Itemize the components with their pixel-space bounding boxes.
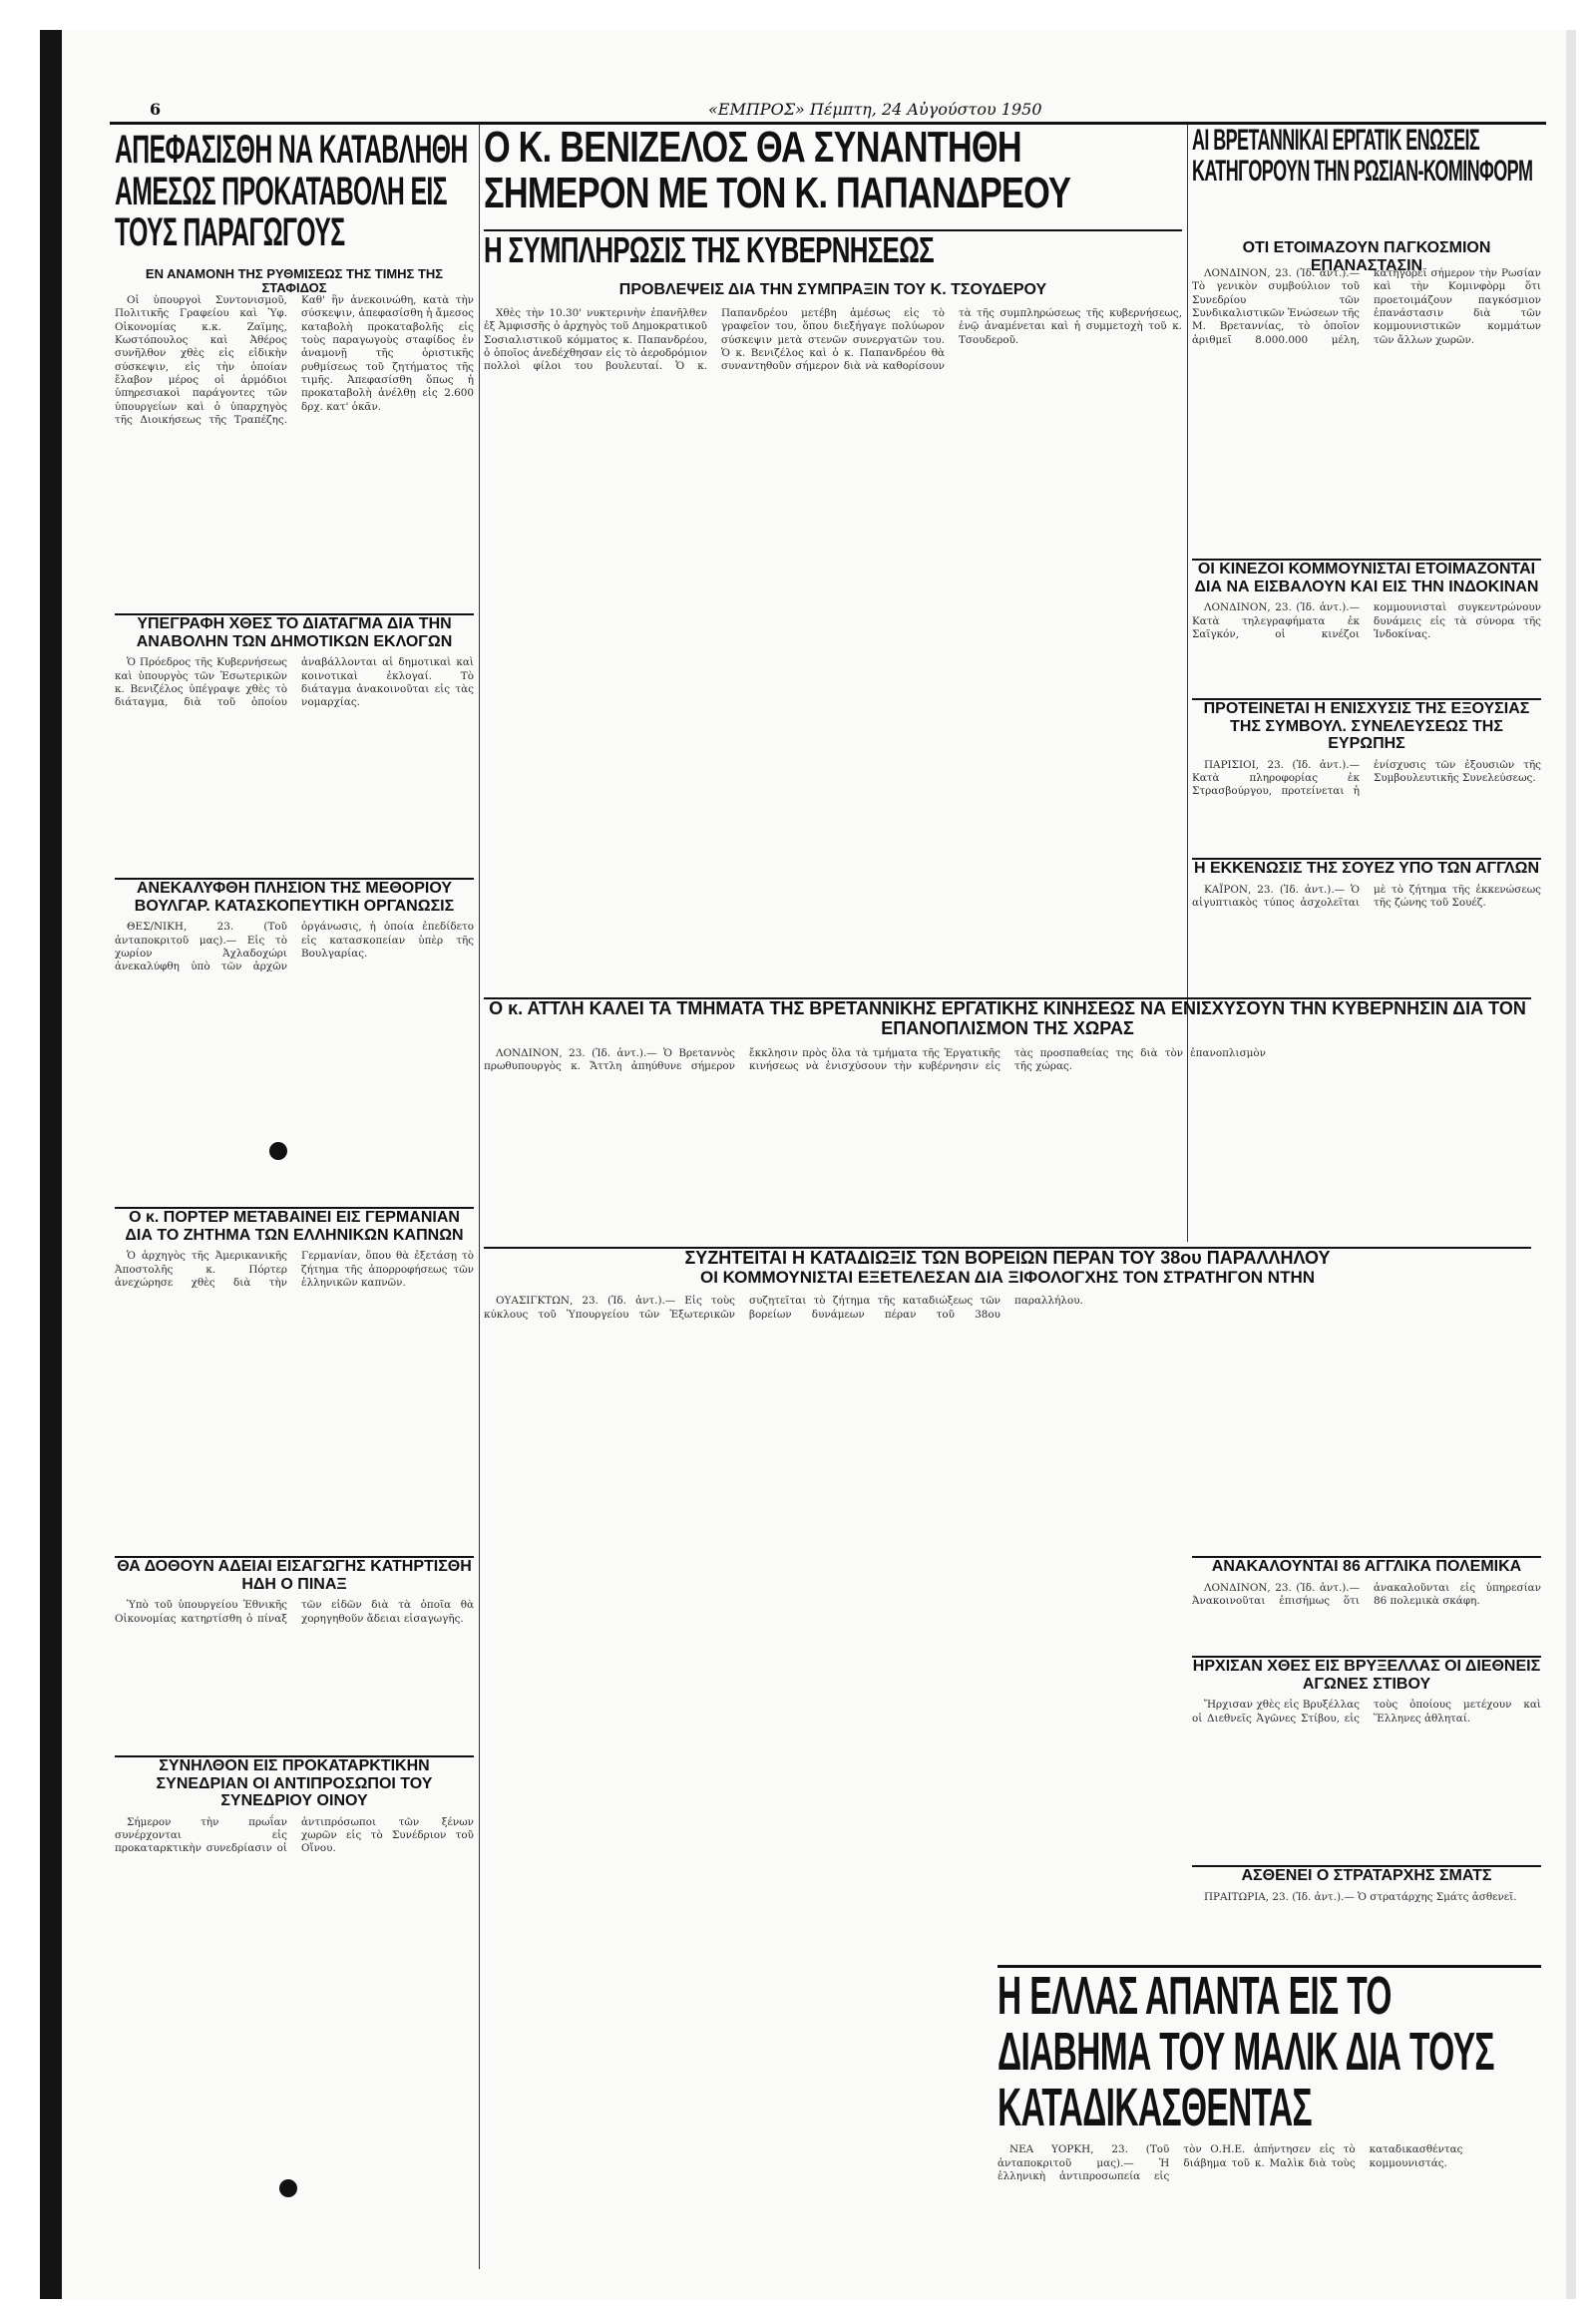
article-headline: ΗΡΧΙΣΑΝ ΧΘΕΣ ΕΙΣ ΒΡΥΞΕΛΛΑΣ ΟΙ ΔΙΕΘΝΕΙΣ ΑΓΩΝΕΣ ΣΤΙΒΟΥ xyxy=(1192,1658,1541,1693)
article-headline: ΑΣΘΕΝΕΙ Ο ΣΤΡΑΤΑΡΧΗΣ ΣΜΑΤΣ xyxy=(1241,1867,1492,1884)
article-europe: ΠΡΟΤΕΙΝΕΤΑΙ Η ΕΝΙΣΧΥΣΙΣ ΤΗΣ ΕΞΟΥΣΙΑΣ ΤΗΣ ΣΥΜΒΟΥΛ. ΣΥΝΕΛΕΥΣΕΩΣ ΤΗΣ ΕΥΡΩΠΗΣ ΠΑΡΙΣΙΟΙ, 23. (Ἰδ. ἀντ.).— Κατὰ πληροφορίας ἐκ Στρασβούργου, προτείνεται ἡ ἐνίσχυσις τῶν ἐξουσιῶν τῆς Συμβουλευτικῆς Συνελεύσεως. xyxy=(1192,698,1541,850)
article-porter: Ο κ. ΠΟΡΤΕΡ ΜΕΤΑΒΑΙΝΕΙ ΕΙΣ ΓΕΡΜΑΝΙΑΝ ΔΙΑ ΤΟ ΖΗΤΗΜΑ ΤΩΝ ΕΛΛΗΝΙΚΩΝ ΚΑΠΝΩΝ Ὁ ἀρχηγὸς τῆς Ἀμερικανικῆς Ἀποστολῆς κ. Πόρτερ ἀνεχώρησε χθὲς διὰ τὴν Γερμανίαν, ὅπου θὰ ἐξετάσῃ τὸ ζήτημα τῆς ἀπορροφήσεως τῶν ἑλληνικῶν καπνῶν. xyxy=(115,1207,474,1548)
article-china: ΟΙ ΚΙΝΕΖΟΙ ΚΟΜΜΟΥΝΙΣΤΑΙ ΕΤΟΙΜΑΖΟΝΤΑΙ ΔΙΑ ΝΑ ΕΙΣΒΑΛΟΥΝ ΚΑΙ ΕΙΣ ΤΗΝ ΙΝΔΟΚΙΝΑΝ ΛΟΝΔΙΝΟΝ, 23. (Ἰδ. ἀντ.).— Κατὰ τηλεγραφήματα ἐκ Σαϊγκόν, οἱ κινέζοι κομμουνισταὶ συγκεντρώνουν δυνάμεις εἰς τὰ σύνορα τῆς Ἰνδοκίνας. xyxy=(1192,559,1541,690)
page-header xyxy=(110,100,1546,125)
article-malik: Η ΕΛΛΑΣ ΑΠΑΝΤΑ ΕΙΣ ΤΟ ΔΙΑΒΗΜΑ ΤΟΥ ΜΑΛΙΚ ΔΙΑ ΤΟΥΣ ΚΑΤΑΔΙΚΑΣΘΕΝΤΑΣ ΝΕΑ ΥΟΡΚΗ, 23. (Τοῦ ἀνταποκριτοῦ μας).— Ἡ ἑλληνικὴ ἀντιπροσωπεία εἰς τὸν Ο.Η.Ε. ἀπήντησεν εἰς τὸ διάβημα τοῦ κ. Μαλὶκ διὰ τοὺς καταδικασθέντας κομμουνιστάς. xyxy=(998,1965,1541,2267)
article-headline: ΟΙ ΚΙΝΕΖΟΙ ΚΟΜΜΟΥΝΙΣΤΑΙ ΕΤΟΙΜΑΖΟΝΤΑΙ ΔΙΑ ΝΑ ΕΙΣΒΑΛΟΥΝ ΚΑΙ ΕΙΣ ΤΗΝ ΙΝΔΟΚΙΝΑΝ xyxy=(1194,561,1539,595)
article-headline: ΣΥΖΗΤΕΙΤΑΙ Η ΚΑΤΑΔΙΩΞΙΣ ΤΩΝ ΒΟΡΕΙΩΝ ΠΕΡΑΝ ΤΟΥ 38ου ΠΑΡΑΛΛΗΛΟΥ xyxy=(684,1248,1331,1268)
article-athletics: ΗΡΧΙΣΑΝ ΧΘΕΣ ΕΙΣ ΒΡΥΞΕΛΛΑΣ ΟΙ ΔΙΕΘΝΕΙΣ ΑΓΩΝΕΣ ΣΤΙΒΟΥ Ἤρχισαν χθὲς εἰς Βρυξέλλας οἱ Διεθνεῖς Ἀγῶνες Στίβου, εἰς τοὺς ὁποίους μετέχουν καὶ Ἕλληνες ἀθληταί. xyxy=(1192,1656,1541,1857)
center-subhead: ΠΡΟΒΛΕΨΕΙΣ ΔΙΑ ΤΗΝ ΣΥΜΠΡΑΞΙΝ ΤΟΥ Κ. ΤΣΟΥΔΕΡΟΥ xyxy=(618,281,1047,298)
column-rule xyxy=(479,125,480,2269)
article-headline: ΣΥΝΗΛΘΟΝ ΕΙΣ ΠΡΟΚΑΤΑΡΚΤΙΚΗΝ ΣΥΝΕΔΡΙΑΝ ΟΙ ΑΝΤΙΠΡΟΣΩΠΟΙ ΤΟΥ ΣΥΝΕΔΡΙΟΥ ΟΙΝΟΥ xyxy=(156,1757,433,1810)
article-headline: Ο κ. ΠΟΡΤΕΡ ΜΕΤΑΒΑΙΝΕΙ ΕΙΣ ΓΕΡΜΑΝΙΑΝ ΔΙΑ ΤΟ ΖΗΤΗΜΑ ΤΩΝ ΕΛΛΗΝΙΚΩΝ ΚΑΠΝΩΝ xyxy=(125,1209,464,1244)
binding-strip xyxy=(40,30,62,2299)
article-headline: ΑΝΑΚΑΛΟΥΝΤΑΙ 86 ΑΓΓΛΙΚΑ ΠΟΛΕΜΙΚΑ xyxy=(1211,1558,1522,1575)
center-kicker: Η ΣΥΜΠΛΗΡΩΣΙΣ ΤΗΣ ΚΥΒΕΡΝΗΣΕΩΣ xyxy=(484,229,935,270)
right-lead-body: ΛΟΝΔΙΝΟΝ, 23. (Ἰδ. ἀντ.).— Τὸ γενικὸν συμβούλιον τοῦ Συνεδρίου τῶν Συνδικαλιστικῶν Ἑνώσεων τῆς Μ. Βρεταννίας, τὸ ὁποῖον ἀριθμεῖ 8.000.000 μέλη, κατηγορεῖ σήμερον τὴν Ρωσίαν καὶ τὴν Κομινφὸρμ ὅτι προετοιμάζουν παγκόσμιον ἐπανάστασιν διὰ τῶν κομμουνιστικῶν κομμάτων τῶν ἄλλων χωρῶν. xyxy=(1192,267,1541,346)
right-headline: ΑΙ ΒΡΕΤΑΝΝΙΚΑΙ ΕΡΓΑΤΙΚ ΕΝΩΣΕΙΣ ΚΑΤΗΓΟΡΟΥΝ ΤΗΝ ΡΩΣΙΑΝ-ΚΟΜΙΝΦΟΡΜ xyxy=(1192,124,1533,189)
ink-blot xyxy=(269,1142,287,1160)
article-decree: ΥΠΕΓΡΑΦΗ ΧΘΕΣ ΤΟ ΔΙΑΤΑΓΜΑ ΔΙΑ ΤΗΝ ΑΝΑΒΟΛΗΝ ΤΩΝ ΔΗΜΟΤΙΚΩΝ ΕΚΛΟΓΩΝ Ὁ Πρόεδρος τῆς Κυβερνήσεως καὶ ὑπουργὸς τῶν Ἐσωτερικῶν κ. Βενιζέλος ὑπέγραψε χθὲς τὸ διάταγμα, διὰ τοῦ ὁποίου ἀναβάλλονται αἱ δημοτικαὶ καὶ κοινοτικαὶ ἐκλογαί. Τὸ διάταγμα ἀνακοινοῦται εἰς τὰς νομαρχίας. xyxy=(115,613,474,875)
left-headline: ΑΠΕΦΑΣΙΣΘΗ ΝΑ ΚΑΤΑΒΛΗΘΗ ΑΜΕΣΩΣ ΠΡΟΚΑΤΑΒΟΛΗ ΕΙΣ ΤΟΥΣ ΠΑΡΑΓΩΓΟΥΣ xyxy=(115,128,468,255)
center-kicker-block xyxy=(484,229,1182,271)
article-espionage: ΑΝΕΚΑΛΥΦΘΗ ΠΛΗΣΙΟΝ ΤΗΣ ΜΕΘΟΡΙΟΥ ΒΟΥΛΓΑΡ. ΚΑΤΑΣΚΟΠΕΥΤΙΚΗ ΟΡΓΑΝΩΣΙΣ ΘΕΣ/ΝΙΚΗ, 23. (Τοῦ ἀνταποκριτοῦ μας).— Εἰς τὸ χωρίον Ἀχλαδοχώρι ἀνεκαλύφθη ὑπὸ τῶν ἀρχῶν ὀργάνωσις, ἡ ὁποία ἐπεδίδετο εἰς κατασκοπείαν ὑπὲρ τῆς Βουλγαρίας. xyxy=(115,878,474,1199)
right-headline-block xyxy=(1192,125,1541,234)
article-headline: ΘΑ ΔΟΘΟΥΝ ΑΔΕΙΑΙ ΕΙΣΑΓΩΓΗΣ ΚΑΤΗΡΤΙΣΘΗ ΗΔΗ Ο ΠΙΝΑΞ xyxy=(117,1558,472,1593)
masthead: «ΕΜΠΡΟΣ» Πέμπτη, 24 Αὐγούστου 1950 xyxy=(708,100,1042,119)
article-headline: Η ΕΚΚΕΝΩΣΙΣ ΤΗΣ ΣΟΥΕΖ ΥΠΟ ΤΩΝ ΑΓΓΛΩΝ xyxy=(1193,860,1540,877)
left-subhead: ΕΝ ΑΝΑΜΟΝΗ ΤΗΣ ΡΥΘΜΙΣΕΩΣ ΤΗΣ ΤΙΜΗΣ ΤΗΣ ΣΤΑΦΙΔΟΣ xyxy=(145,266,444,296)
left-lead-body: Οἱ ὑπουργοὶ Συντονισμοῦ, Πολιτικῆς Γραφείου καὶ Ὑφ. Οἰκονομίας κ.κ. Ζαϊμης, Κωστόπουλος καὶ Ἀθέρος συνῆλθον χθὲς εἰς εἰδικὴν σύσκεψιν, εἰς τὴν ὁποίαν ἔλαβον μέρος οἱ ἁρμόδιοι ὑπηρεσιακοὶ παράγοντες τῶν ὑπουργείων καὶ ὁ ὑπαρχηγὸς τῆς Διοικήσεως τῆς Τραπέζης. Καθ' ἣν ἀνεκοινώθη, κατὰ τὴν σύσκεψιν, ἀπεφασίσθη ἡ ἄμεσος καταβολὴ προκαταβολῆς εἰς τοὺς παραγωγοὺς σταφίδος ἐν ἀναμονῇ τῆς ὁριστικῆς ρυθμίσεως τοῦ ζητήματος τῆς τιμῆς. Ἀπεφασίσθη ὅπως ἡ προκαταβολὴ ἀνέλθῃ εἰς 2.600 δρχ. κατ' ὀκᾶν. xyxy=(115,294,474,426)
page-number: 6 xyxy=(150,100,162,119)
article-headline: ΠΡΟΤΕΙΝΕΤΑΙ Η ΕΝΙΣΧΥΣΙΣ ΤΗΣ ΕΞΟΥΣΙΑΣ ΤΗΣ ΣΥΜΒΟΥΛ. ΣΥΝΕΛΕΥΣΕΩΣ ΤΗΣ ΕΥΡΩΠΗΣ xyxy=(1203,700,1530,753)
right-subhead: ΟΤΙ ΕΤΟΙΜΑΖΟΥΝ ΠΑΓΚΟΣΜΙΟΝ ΕΠΑΝΑΣΤΑΣΙΝ xyxy=(1242,239,1491,274)
article-headline: Ο κ. ΑΤΤΛΗ ΚΑΛΕΙ ΤΑ ΤΜΗΜΑΤΑ ΤΗΣ ΒΡΕΤΑΝΝΙΚΗΣ ΕΡΓΑΤΙΚΗΣ ΚΙΝΗΣΕΩΣ ΝΑ ΕΝΙΣΧΥΣΟΥΝ ΤΗΝ ΚΥΒΕΡΝΗΣΙΝ ΔΙΑ ΤΟΝ ΕΠΑΝΟΠΛΙΣΜΟΝ ΤΗΣ ΧΩΡΑΣ xyxy=(489,998,1526,1038)
article-import: ΘΑ ΔΟΘΟΥΝ ΑΔΕΙΑΙ ΕΙΣΑΓΩΓΗΣ ΚΑΤΗΡΤΙΣΘΗ ΗΔΗ Ο ΠΙΝΑΞ Ὑπὸ τοῦ ὑπουργείου Ἐθνικῆς Οἰκονομίας κατηρτίσθη ὁ πίναξ τῶν εἰδῶν διὰ τὰ ὁποῖα θὰ χορηγηθοῦν ἄδειαι εἰσαγωγῆς. xyxy=(115,1556,474,1747)
center-headline: Ο Κ. ΒΕΝΙΖΕΛΟΣ ΘΑ ΣΥΝΑΝΤΗΘΗ ΣΗΜΕΡΟΝ ΜΕ ΤΟΝ Κ. ΠΑΠΑΝΔΡΕΟΥ xyxy=(484,123,1071,217)
article-korea: ΣΥΖΗΤΕΙΤΑΙ Η ΚΑΤΑΔΙΩΞΙΣ ΤΩΝ ΒΟΡΕΙΩΝ ΠΕΡΑΝ ΤΟΥ 38ου ΠΑΡΑΛΛΗΛΟΥ ΟΙ ΚΟΜΜΟΥΝΙΣΤΑΙ ΕΞΕΤΕΛΕΣΑΝ ΔΙΑ ΞΙΦΟΛΟΓΧΗΣ ΤΟΝ ΣΤΡΑΤΗΓΟΝ ΝΤΗΝ ΟΥΑΣΙΓΚΤΩΝ, 23. (Ἰδ. ἀντ.).— Εἰς τοὺς κύκλους τοῦ Ὑπουργείου τῶν Ἐξωτερικῶν συζητεῖται τὸ ζήτημα τῆς καταδιώξεως τῶν βορείων δυνάμεων πέραν τοῦ 38ου παραλλήλου. xyxy=(484,1247,1531,1548)
article-smuts: ΑΣΘΕΝΕΙ Ο ΣΤΡΑΤΑΡΧΗΣ ΣΜΑΤΣ ΠΡΑΙΤΩΡΙΑ, 23. (Ἰδ. ἀντ.).— Ὁ στρατάρχης Σμάτς ἀσθενεῖ. xyxy=(1192,1865,1541,1957)
center-lead-body: Χθὲς τὴν 10.30' νυκτερινὴν ἐπανῆλθεν ἐξ Ἀμφισσῆς ὁ ἀρχηγὸς τοῦ Δημοκρατικοῦ Σοσιαλιστικοῦ κόμματος κ. Παπανδρέου, ὁ ὁποῖος ἀνεδέχθησαν εἰς τὸ ἀεροδρόμιον πολλοὶ φίλοι του βουλευταί. Ὁ κ. Παπανδρέου μετέβη ἀμέσως εἰς τὸ γραφεῖον του, ὅπου διεξήγαγε πολύωρον σύσκεψιν μετὰ στενῶν συνεργατῶν του. Ὁ κ. Βενιζέλος καὶ ὁ κ. Παπανδρέου θὰ συναντηθοῦν σήμερον διὰ νὰ καθορίσουν τὰ τῆς συμπληρώσεως τῆς κυβερνήσεως, ἐνῷ ἀναμένεται καὶ ἡ συμμετοχὴ τοῦ κ. Τσουδεροῦ. xyxy=(484,307,1182,373)
article-headline: ΥΠΕΓΡΑΦΗ ΧΘΕΣ ΤΟ ΔΙΑΤΑΓΜΑ ΔΙΑ ΤΗΝ ΑΝΑΒΟΛΗΝ ΤΩΝ ΔΗΜΟΤΙΚΩΝ ΕΚΛΟΓΩΝ xyxy=(136,615,453,650)
ink-blot xyxy=(279,2179,297,2197)
article-suez: Η ΕΚΚΕΝΩΣΙΣ ΤΗΣ ΣΟΥΕΖ ΥΠΟ ΤΩΝ ΑΓΓΛΩΝ ΚΑΪΡΟΝ, 23. (Ἰδ. ἀντ.).— Ὁ αἰγυπτιακὸς τύπος ἀσχολεῖται μὲ τὸ ζήτημα τῆς ἐκκενώσεως τῆς ζώνης τοῦ Σουέζ. xyxy=(1192,858,1541,989)
article-headline: Η ΕΛΛΑΣ ΑΠΑΝΤΑ ΕΙΣ ΤΟ ΔΙΑΒΗΜΑ ΤΟΥ ΜΑΛΙΚ ΔΙΑ ΤΟΥΣ ΚΑΤΑΔΙΚΑΣΘΕΝΤΑΣ xyxy=(998,1966,1494,2138)
article-attlee: Ο κ. ΑΤΤΛΗ ΚΑΛΕΙ ΤΑ ΤΜΗΜΑΤΑ ΤΗΣ ΒΡΕΤΑΝΝΙΚΗΣ ΕΡΓΑΤΙΚΗΣ ΚΙΝΗΣΕΩΣ ΝΑ ΕΝΙΣΧΥΣΟΥΝ ΤΗΝ ΚΥΒΕΡΝΗΣΙΝ ΔΙΑ ΤΟΝ ΕΠΑΝΟΠΛΙΣΜΟΝ ΤΗΣ ΧΩΡΑΣ ΛΟΝΔΙΝΟΝ, 23. (Ἰδ. ἀντ.).— Ὁ Βρεταννὸς πρωθυπουργὸς κ. Ἄττλη ἀπηύθυνε σήμερον ἔκκλησιν πρὸς ὅλα τὰ τμήματα τῆς Ἐργατικῆς κινήσεως νὰ ἐνισχύσουν τὴν κυβέρνησιν εἰς τὰς προσπαθείας της διὰ τὸν ἐπανοπλισμὸν τῆς χώρας. xyxy=(484,997,1531,1219)
article-kicker: ΟΙ ΚΟΜΜΟΥΝΙΣΤΑΙ ΕΞΕΤΕΛΕΣΑΝ ΔΙΑ ΞΙΦΟΛΟΓΧΗΣ ΤΟΝ ΣΤΡΑΤΗΓΟΝ ΝΤΗΝ xyxy=(699,1267,1316,1287)
page-edge xyxy=(1566,30,1576,2299)
article-wine: ΣΥΝΗΛΘΟΝ ΕΙΣ ΠΡΟΚΑΤΑΡΚΤΙΚΗΝ ΣΥΝΕΔΡΙΑΝ ΟΙ ΑΝΤΙΠΡΟΣΩΠΟΙ ΤΟΥ ΣΥΝΕΔΡΙΟΥ ΟΙΝΟΥ Σήμερον τὴν πρωΐαν συνέρχονται εἰς προκαταρκτικὴν συνεδρίασιν οἱ ἀντιπρόσωποι τῶν ξένων χωρῶν εἰς τὸ Συνέδριον τοῦ Οἴνου. xyxy=(115,1755,474,2156)
article-headline: ΑΝΕΚΑΛΥΦΘΗ ΠΛΗΣΙΟΝ ΤΗΣ ΜΕΘΟΡΙΟΥ ΒΟΥΛΓΑΡ. ΚΑΤΑΣΚΟΠΕΥΤΙΚΗ ΟΡΓΑΝΩΣΙΣ xyxy=(134,880,455,915)
article-warships: ΑΝΑΚΑΛΟΥΝΤΑΙ 86 ΑΓΓΛΙΚΑ ΠΟΛΕΜΙΚΑ ΛΟΝΔΙΝΟΝ, 23. (Ἰδ. ἀντ.).— Ἀνακοινοῦται ἐπισήμως ὅτι ἀνακαλοῦνται εἰς ὑπηρεσίαν 86 πολεμικὰ σκάφη. xyxy=(1192,1556,1541,1648)
